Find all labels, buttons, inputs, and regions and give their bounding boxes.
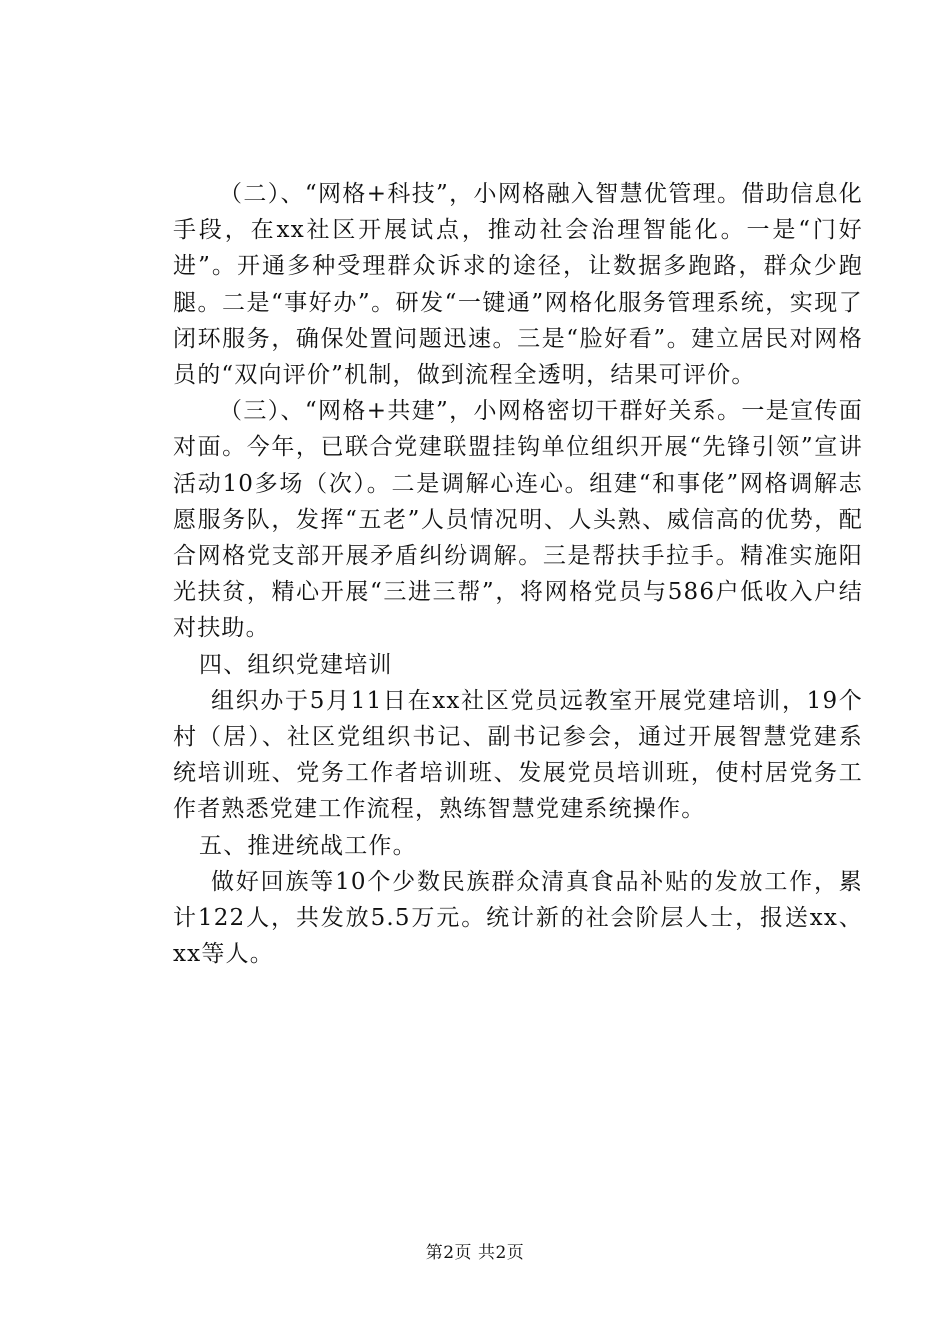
section-four-body: 组织办于5月11日在xx社区党员远教室开展党建培训，19个村（居）、社区党组织书记、副书记参会，通过开展智慧党建系统培训班、党务工作者培训班、发展党员培训班，使村居党务工作者熟悉党建工作流程，熟练智慧党建系统操作。 (173, 687, 863, 823)
section-four-heading: 四、组织党建培训 (199, 651, 393, 678)
section-five-heading: 五、推进统战工作。 (199, 832, 417, 859)
section-five-body: 做好回族等10个少数民族群众清真食品补贴的发放工作，累计122人，共发放5.5万元。统计新的社会阶层人士，报送xx、xx等人。 (173, 868, 863, 968)
page-number-footer: 第2页 共2页 (425, 1243, 525, 1263)
document-body (173, 176, 863, 972)
paragraph-grid-technology: （二）、“网格+科技”，小网格融入智慧优管理。借助信息化手段，在xx社区开展试点，推动社会治理智能化。一是“门好进”。开通多种受理群众诉求的途径，让数据多跑路，群众少跑腿。二是“事好办”。研发“一键通”网格化服务管理系统，实现了闭环服务，确保处置问题迅速。三是“脸好看”。建立居民对网格员的“双向评价”机制，做到流程全透明，结果可评价。 (173, 181, 863, 389)
paragraph-grid-co-building: （三）、“网格+共建”，小网格密切干群好关系。一是宣传面对面。今年，已联合党建联盟挂钩单位组织开展“先锋引领”宣讲活动10多场（次）。二是调解心连心。组建“和事佬”网格调解志愿服务队，发挥“五老”人员情况明、人头熟、威信高的优势，配合网格党支部开展矛盾纠纷调解。三是帮扶手拉手。精准实施阳光扶贫，精心开展“三进三帮”，将网格党员与586户低收入户结对扶助。 (173, 398, 863, 642)
